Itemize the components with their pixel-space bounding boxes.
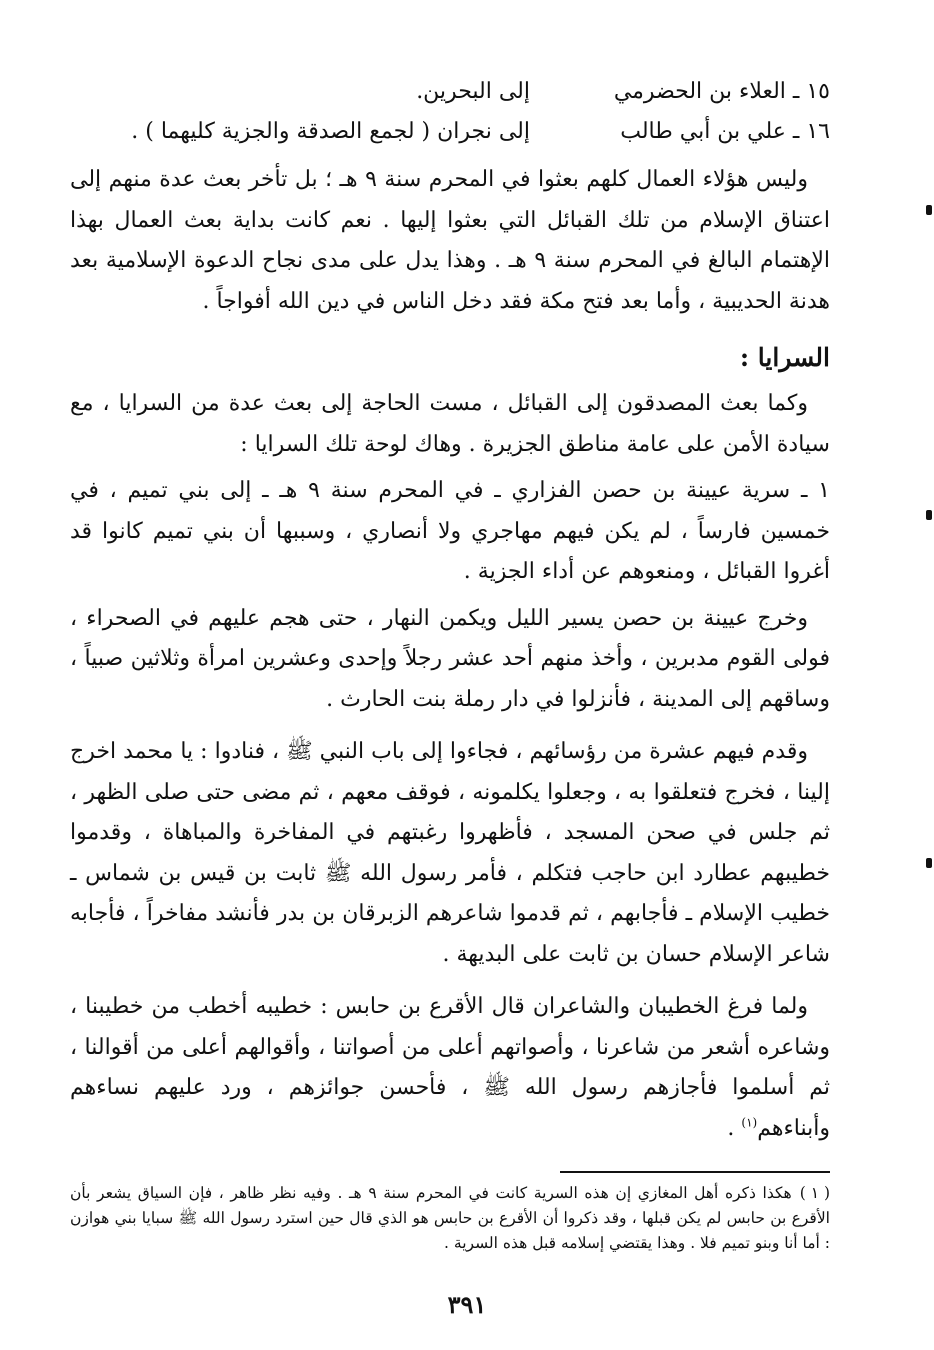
- footnote-reference: (١): [741, 1115, 758, 1130]
- footnote: [70, 1181, 830, 1256]
- paragraph-1: وكما بعث المصدقون إلى القبائل ، مست الحاجة إلى بعث عدة من السرايا ، مع سيادة الأمن على عامة مناطق الجزيرة . وهاك لوحة تلك السرايا :: [70, 391, 830, 457]
- list-item: [70, 112, 830, 152]
- paragraph-4: وقدم فيهم عشرة من رؤسائهم ، فجاءوا إلى باب النبي ﷺ ، فنادوا : يا محمد اخرج إلينا ، فخرج فتعلقوا به ، وجعلوا يكلمونه ، فوقف معهم ، ثم مضى حتى صلى الظهر ، ثم جلس في صحن المسجد ، فأظهروا رغبتهم في المفاخرة والمباهاة ، وقدموا خطيبهم عطارد ابن حاجب فتكلم ، فأمر رسول الله ﷺ ثابت بن قيس بن شماس ـ خطيب الإسلام ـ فأجابهم ، ثم قدموا شاعرهم الزبرقان بن بدر فأنشد مفاخراً ، فأجابه شاعر الإسلام حسان بن ثابت على البديهة .: [70, 739, 830, 967]
- paragraph-5-text: ولما فرغ الخطيبان والشاعران قال الأقرع بن حابس : خطيبه أخطب من خطيبنا ، وشاعره أشعر من شاعرنا ، وأصواتهم أعلى من أصواتنا ، وأقوالهم أعلى من أقوالنا ، ثم أسلموا فأجازهم رسول الله ﷺ ، فأحسن جوائزهم ، ورد عليهم نساءهم وأبناءهم: [70, 994, 831, 1141]
- list-item-destination: إلى نجران ( لجمع الصدقة والجزية كليهما ) .: [131, 119, 530, 144]
- margin-mark: [926, 510, 932, 520]
- page-body: [70, 72, 830, 1256]
- paragraph-5: [70, 987, 830, 1149]
- section-heading: السرايا :: [739, 343, 830, 372]
- intro-paragraph: وليس هؤلاء العمال كلهم بعثوا في المحرم سنة ٩ هـ ؛ بل تأخر بعث عدة منهم إلى اعتناق الإسلام من تلك القبائل التي بعثوا إليها . نعم كانت بداية بعث العمال بهذا الإهتمام البالغ في المحرم سنة ٩ هـ . وهذا يدل على مدى نجاح الدعوة الإسلامية بعد هدنة الحديبية ، وأما بعد فتح مكة فقد دخل الناس في دين الله أفواجاً .: [70, 167, 830, 314]
- paragraph-2: ١ ـ سرية عيينة بن حصن الفزاري ـ في المحرم سنة ٩ هـ ـ إلى بني تميم ، في خمسين فارساً ، لم يكن فيهم مهاجري ولا أنصاري ، وسببها أن بني تميم كانوا قد أغروا القبائل ، ومنعوهم عن أداء الجزية .: [70, 478, 830, 584]
- list-item-name: ١٦ ـ علي بن أبي طالب: [620, 119, 830, 144]
- footnote-divider: [560, 1171, 830, 1173]
- list-item-destination: إلى البحرين.: [416, 79, 530, 104]
- paragraph-3: وخرج عيينة بن حصن يسير الليل ويكمن النهار ، حتى هجم عليهم في الصحراء ، فولى القوم مدبرين ، وأخذ منهم أحد عشر رجلاً وإحدى وعشرين امرأة وثلاثين صبياً ، وساقهم إلى المدينة ، فأنزلوا في دار رملة بنت الحارث .: [70, 605, 830, 712]
- footnote-number: ( ١ ): [799, 1184, 830, 1202]
- list-item: [70, 72, 830, 112]
- margin-mark: [926, 205, 932, 215]
- page-number: ٣٩١: [447, 1290, 487, 1319]
- footnote-text: هكذا ذكره أهل المغازي إن هذه السرية كانت في المحرم سنة ٩ هـ . وفيه نظر ظاهر ، فإن السياق يشعر بأن الأقرع بن حابس لم يكن قبلها ، وقد ذكروا أن الأقرع بن حابس هو الذي قال حين استرد رسول الله ﷺ سبايا بني هوازن : أما أنا وبنو تميم فلا . وهذا يقتضي إسلامه قبل هذه السرية .: [70, 1184, 830, 1252]
- margin-mark: [926, 858, 932, 868]
- list-item-name: ١٥ ـ العلاء بن الحضرمي: [613, 79, 830, 104]
- paragraph-5-end: .: [727, 1115, 742, 1141]
